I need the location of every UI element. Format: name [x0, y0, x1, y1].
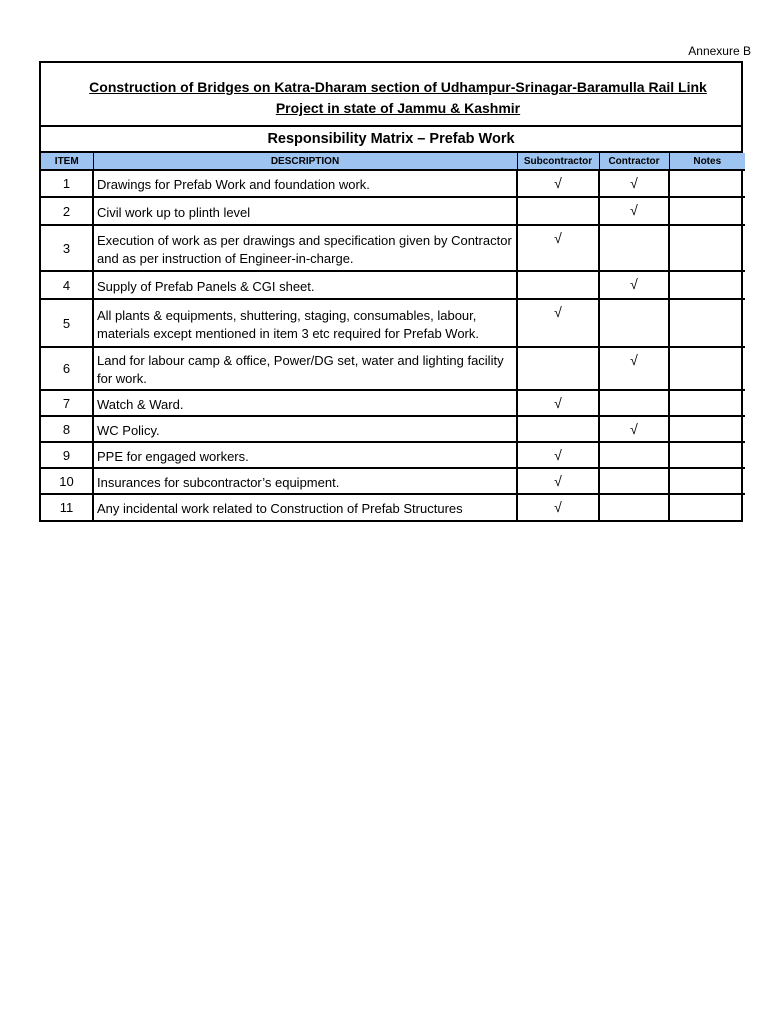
- document-title: [41, 63, 741, 127]
- notes-cell: [669, 468, 745, 494]
- item-number: 5: [41, 299, 93, 347]
- table-row: [41, 468, 745, 494]
- contractor-check: √: [599, 416, 669, 442]
- annexure-label: Annexure B: [688, 44, 751, 58]
- item-description: Any incidental work related to Construction of Prefab Structures: [93, 494, 517, 520]
- notes-cell: [669, 347, 745, 390]
- table-row: [41, 225, 745, 271]
- item-description: Insurances for subcontractor’s equipment.: [93, 468, 517, 494]
- contractor-check: [599, 494, 669, 520]
- item-description: Civil work up to plinth level: [93, 197, 517, 225]
- responsibility-matrix-sheet: [39, 61, 743, 522]
- responsibility-table: [41, 153, 745, 520]
- contractor-check: [599, 442, 669, 468]
- item-description: Execution of work as per drawings and specification given by Contractor and as per instruction of Engineer-in-charge.: [93, 225, 517, 271]
- item-number: 3: [41, 225, 93, 271]
- subcontractor-check: √: [517, 442, 599, 468]
- contractor-check: √: [599, 271, 669, 299]
- subcontractor-check: [517, 197, 599, 225]
- contractor-check: [599, 299, 669, 347]
- table-row: [41, 494, 745, 520]
- subcontractor-check: √: [517, 390, 599, 416]
- subcontractor-check: √: [517, 468, 599, 494]
- document-title-line-2: Project in state of Jammu & Kashmir: [275, 100, 521, 116]
- contractor-check: [599, 390, 669, 416]
- header-description: DESCRIPTION: [93, 153, 517, 170]
- header-notes: Notes: [669, 153, 745, 170]
- item-number: 6: [41, 347, 93, 390]
- item-description: PPE for engaged workers.: [93, 442, 517, 468]
- item-number: 7: [41, 390, 93, 416]
- table-row: [41, 416, 745, 442]
- notes-cell: [669, 390, 745, 416]
- item-number: 8: [41, 416, 93, 442]
- subcontractor-check: √: [517, 299, 599, 347]
- notes-cell: [669, 442, 745, 468]
- subcontractor-check: [517, 271, 599, 299]
- subcontractor-check: √: [517, 170, 599, 197]
- item-number: 2: [41, 197, 93, 225]
- contractor-check: √: [599, 170, 669, 197]
- table-row: [41, 390, 745, 416]
- item-number: 10: [41, 468, 93, 494]
- notes-cell: [669, 494, 745, 520]
- notes-cell: [669, 416, 745, 442]
- notes-cell: [669, 271, 745, 299]
- table-row: [41, 170, 745, 197]
- item-number: 4: [41, 271, 93, 299]
- item-description: Supply of Prefab Panels & CGI sheet.: [93, 271, 517, 299]
- matrix-title: Responsibility Matrix – Prefab Work: [41, 127, 741, 153]
- item-description: Drawings for Prefab Work and foundation work.: [93, 170, 517, 197]
- item-description: Watch & Ward.: [93, 390, 517, 416]
- table-row: [41, 442, 745, 468]
- subcontractor-check: [517, 347, 599, 390]
- notes-cell: [669, 299, 745, 347]
- item-number: 9: [41, 442, 93, 468]
- table-header-row: [41, 153, 745, 170]
- contractor-check: [599, 225, 669, 271]
- contractor-check: √: [599, 197, 669, 225]
- table-row: [41, 299, 745, 347]
- header-contractor: Contractor: [599, 153, 669, 170]
- contractor-check: [599, 468, 669, 494]
- header-item: ITEM: [41, 153, 93, 170]
- table-row: [41, 197, 745, 225]
- subcontractor-check: [517, 416, 599, 442]
- contractor-check: √: [599, 347, 669, 390]
- notes-cell: [669, 197, 745, 225]
- subcontractor-check: √: [517, 494, 599, 520]
- item-description: Land for labour camp & office, Power/DG set, water and lighting facility for work.: [93, 347, 517, 390]
- notes-cell: [669, 170, 745, 197]
- document-title-line-1: Construction of Bridges on Katra-Dharam section of Udhampur-Srinagar-Baramulla Rail Link: [89, 79, 707, 95]
- table-row: [41, 347, 745, 390]
- item-number: 1: [41, 170, 93, 197]
- subcontractor-check: √: [517, 225, 599, 271]
- item-description: WC Policy.: [93, 416, 517, 442]
- item-description: All plants & equipments, shuttering, staging, consumables, labour, materials except mentioned in item 3 etc required for Prefab Work.: [93, 299, 517, 347]
- notes-cell: [669, 225, 745, 271]
- table-row: [41, 271, 745, 299]
- header-subcontractor: Subcontractor: [517, 153, 599, 170]
- item-number: 11: [41, 494, 93, 520]
